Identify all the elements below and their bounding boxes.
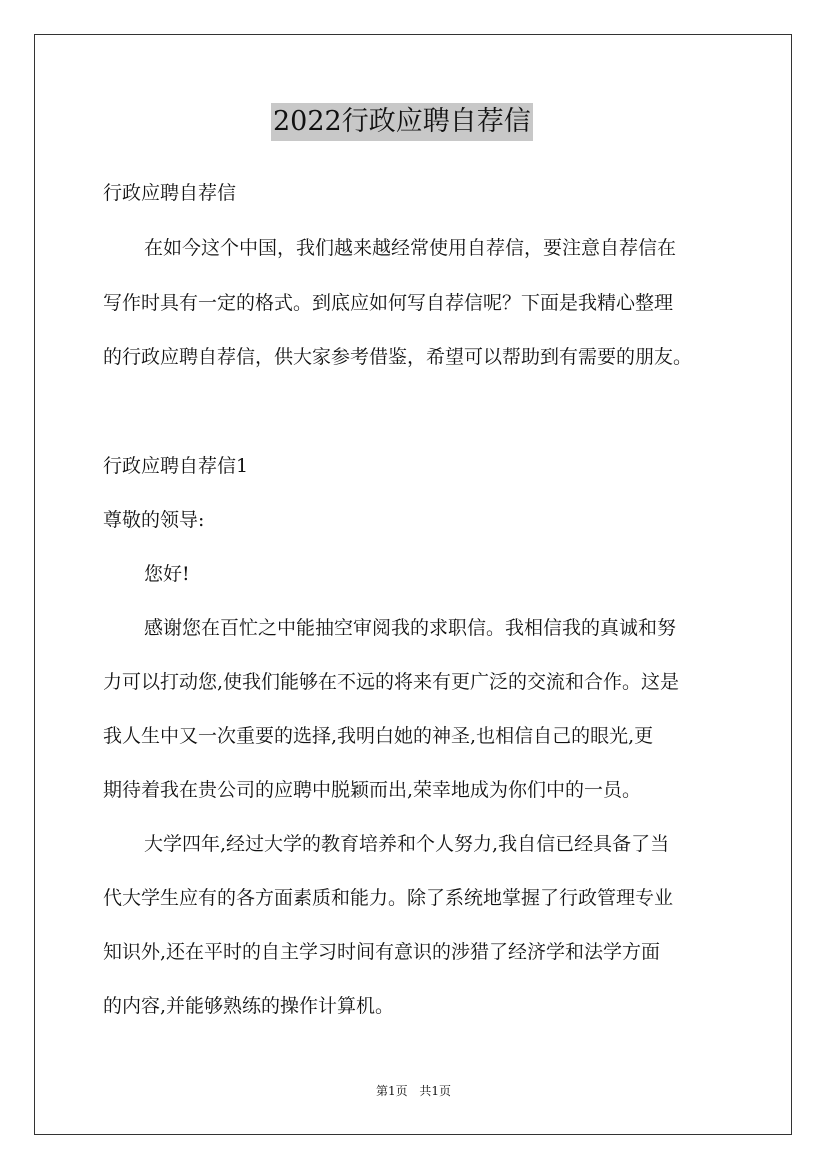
paragraph2-line-2: 代大学生应有的各方面素质和能力。除了系统地掌握了行政管理专业 [103,887,674,909]
paragraph1-line-2: 力可以打动您,使我们能够在不远的将来有更广泛的交流和合作。这是 [103,671,680,693]
paragraph1-line-1: 感谢您在百忙之中能抽空审阅我的求职信。我相信我的真诚和努 [144,617,677,639]
paragraph1-line-3: 我人生中又一次重要的选择,我明白她的神圣,也相信自己的眼光,更 [103,725,654,747]
paragraph1-line-4: 期待着我在贵公司的应聘中脱颖而出,荣幸地成为你们中的一员。 [103,779,642,801]
document-title: 2022行政应聘自荐信 [271,103,533,141]
paragraph2-line-3: 知识外,还在平时的自主学习时间有意识的涉猎了经济学和法学方面 [103,941,661,963]
page-footer [0,1083,827,1099]
intro-heading: 行政应聘自荐信 [103,182,237,204]
paragraph2-line-4: 的内容,并能够熟练的操作计算机。 [103,995,395,1017]
paragraph2-line-1: 大学四年,经过大学的教育培养和个人努力,我自信已经具备了当 [144,833,670,855]
page-total: 共1页 [419,1084,452,1098]
salutation: 尊敬的领导: [103,509,205,531]
intro-line-3: 的行政应聘自荐信，供大家参考借鉴，希望可以帮助到有需要的朋友。 [103,346,693,368]
letter-heading: 行政应聘自荐信1 [103,455,249,477]
page-number: 第1页 [375,1084,408,1098]
greeting: 您好! [144,563,190,585]
intro-line-1: 在如今这个中国，我们越来越经常使用自荐信，要注意自荐信在 [144,237,677,259]
intro-line-2: 写作时具有一定的格式。到底应如何写自荐信呢？下面是我精心整理 [103,292,674,314]
